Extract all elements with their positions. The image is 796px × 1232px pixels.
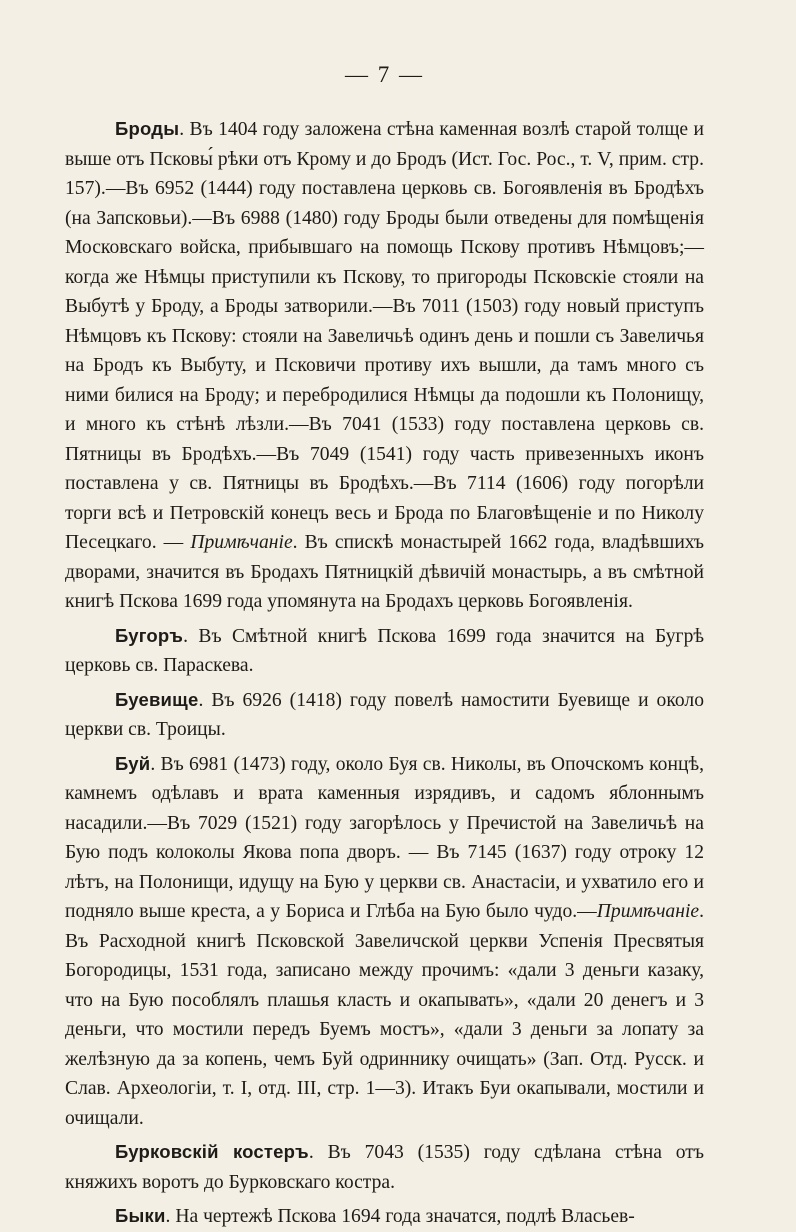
entry-heading: Броды bbox=[115, 118, 180, 139]
entry-byki bbox=[65, 1201, 704, 1232]
entry-text: . Въ Смѣтной книгѣ Пскова 1699 года значится на Бугрѣ церковь св. Параскева. bbox=[65, 625, 704, 676]
entry-burkovsky-koster bbox=[65, 1137, 704, 1197]
note-label: Примѣчаніе bbox=[190, 532, 293, 553]
entry-buevische bbox=[65, 685, 704, 745]
note-label: Примѣчаніе bbox=[596, 901, 700, 922]
entry-text: . Въ спискѣ монастырей 1662 года, владѣвшихъ дворами, значится въ Бродахъ Пятницкій дѣвичій монастырь, а въ смѣтной книгѣ Пскова 1699 года упомянута на Бродахъ церковь Богоявленія. bbox=[65, 532, 704, 612]
entry-heading: Бугоръ bbox=[115, 624, 184, 646]
entry-heading: Быки bbox=[115, 1205, 166, 1226]
page-number: — 7 — bbox=[345, 62, 424, 87]
entry-brody bbox=[65, 114, 704, 617]
entry-heading: Буй bbox=[115, 752, 151, 774]
entry-bugor bbox=[65, 621, 704, 681]
entry-heading: Буевище bbox=[115, 688, 199, 710]
entry-text: . Въ Расходной книгѣ Псковской Завеличской церкви Успенія Пресвятыя Богородицы, 1531 года, записано между прочимъ: «дали 3 деньги казаку, что на Бую пособлялъ плашья класть и окапывать», «дали 20 денегъ и 3 деньги, что мостили передъ Буемъ мостъ», «дали 3 деньги за лопату за желѣзную да за копень, чемъ Буй одриннику очищать» (Зап. Отд. Русск. и Слав. Археологіи, т. I, отд. III, стр. 1—3). Итакъ Буи окапывали, мостили и очищали. bbox=[65, 901, 704, 1129]
entry-text: . Въ 7043 (1535) году сдѣлана стѣна отъ княжихъ воротъ до Бурковскаго костра. bbox=[65, 1142, 704, 1193]
entry-text: . На чертежѣ Пскова 1694 года значатся, подлѣ Власьев- bbox=[165, 1206, 635, 1227]
entry-heading: Бурковскій костеръ bbox=[115, 1141, 309, 1162]
entry-text: . Въ 1404 году заложена стѣна каменная возлѣ старой толще и выше отъ Псковы́ рѣки отъ Крому и до Бродъ (Ист. Гос. Рос., т. V, прим. стр. 157).—Въ 6952 (1444) году поставлена церковь св. Богоявленія въ Бродѣхъ (на Запсковьи).—Въ 6988 (1480) году Броды были отведены для помѣщенія Московскаго войска, прибывшаго на помощь Пскову противъ Нѣмцовъ;—когда же Нѣмцы приступили къ Пскову, то пригороды Псковскіе стояли на Выбутѣ у Броду, а Броды затворили.—Въ 7011 (1503) году новый приступъ Нѣмцовъ къ Пскову: стояли на Завеличьѣ одинъ день и пошли съ Завеличья на Бродъ къ Выбуту, и Псковичи противу ихъ вышли, да тамъ много съ ними билися на Броду; и перебродилися Нѣмцы да подошли къ Полонищу, и много къ стѣнѣ лѣзли.—Въ 7041 (1533) году поставлена церковь св. Пятницы въ Бродѣхъ.—Въ 7049 (1541) году часть привезенныхъ иконъ поставлена у св. Пятницы въ Бродѣхъ.—Въ 7114 (1606) году погорѣли торги всѣ и Петровскій конецъ весь и Брода по Благовѣщеніе и по Николу Песецкаго. — bbox=[65, 119, 704, 553]
entry-text: . Въ 6981 (1473) году, около Буя св. Николы, въ Опочскомъ концѣ, камнемъ одѣлавъ и врата каменныя изрядивъ, и садомъ яблоннымъ насадили.—Въ 7029 (1521) году загорѣлось у Пречистой на Завеличьѣ на Бую подъ колоколы Якова попа дворъ. — Въ 7145 (1637) году отроку 12 лѣтъ, на Полонищи, идущу на Бую у церкви св. Анастасіи, и ухватило его и подняло выше креста, а у Бориса и Глѣба на Бую было чудо.— bbox=[65, 753, 704, 922]
entry-buy bbox=[65, 749, 704, 1134]
entry-text: . Въ 6926 (1418) году повелѣ намостити Буевище и около церкви св. Троицы. bbox=[65, 689, 704, 740]
